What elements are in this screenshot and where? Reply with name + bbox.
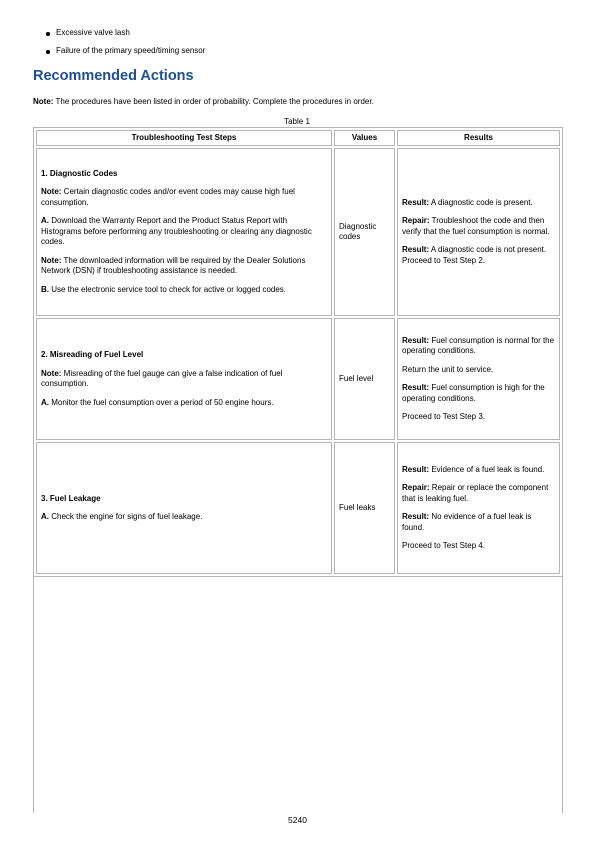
header-test-steps: Troubleshooting Test Steps xyxy=(36,130,332,146)
step-paragraph: A. Monitor the fuel consumption over a period of 50 engine hours. xyxy=(41,397,274,407)
header-values: Values xyxy=(334,130,395,146)
step-paragraph: Note: Misreading of the fuel gauge can give a false indication of fuel consumption. xyxy=(41,368,283,388)
step-title: 2. Misreading of Fuel Level xyxy=(41,350,144,359)
cause-item: Excessive valve lash xyxy=(44,28,205,46)
note-text: The procedures have been listed in order of probability. Complete the procedures in order. xyxy=(53,97,374,106)
result-paragraph: Result: Fuel consumption is normal for the operating conditions. xyxy=(402,335,555,355)
step-cell xyxy=(36,318,332,440)
page-number: 5240 xyxy=(288,815,307,825)
result-paragraph: Result: No evidence of a fuel leak is found. xyxy=(402,512,532,532)
table-continuation-frame xyxy=(33,575,563,813)
section-title: Recommended Actions xyxy=(33,68,194,84)
value-cell: Diagnostic codes xyxy=(334,148,395,316)
step-paragraph: Note: The downloaded information will be required by the Dealer Solutions Network (DSN) if troubleshooting assistance is needed. xyxy=(41,255,306,276)
result-paragraph: Proceed to Test Step 4. xyxy=(402,541,486,550)
table-caption: Table 1 xyxy=(284,117,310,126)
table-row xyxy=(36,442,560,574)
result-paragraph: Result: A diagnostic code is not present. Proceed to Test Step 2. xyxy=(402,245,547,265)
result-paragraph: Result: Fuel consumption is high for the operating conditions. xyxy=(402,383,545,403)
result-paragraph: Proceed to Test Step 3. xyxy=(402,412,486,421)
step-paragraph: A. Download the Warranty Report and the Product Status Report with Histograms before performing any troubleshooting or clearing any diagnostic codes. xyxy=(41,216,312,247)
result-paragraph: Repair: Repair or replace the component that is leaking fuel. xyxy=(402,483,549,503)
value-cell: Fuel level xyxy=(334,318,395,440)
table-row xyxy=(36,318,560,440)
step-cell xyxy=(36,442,332,574)
step-title: 3. Fuel Leakage xyxy=(41,493,101,503)
note-label: Note: xyxy=(33,97,54,106)
step-paragraph: A. Check the engine for signs of fuel leakage. xyxy=(41,512,203,521)
step-paragraph: Note: Certain diagnostic codes and/or event codes may cause high fuel consumption. xyxy=(41,187,295,207)
result-paragraph: Return the unit to service. xyxy=(402,364,494,374)
header-results: Results xyxy=(397,130,560,146)
step-title: 1. Diagnostic Codes xyxy=(41,168,118,178)
cause-list xyxy=(44,28,205,64)
result-paragraph: Repair: Troubleshoot the code and then verify that the fuel consumption is normal. xyxy=(402,216,550,236)
results-cell xyxy=(397,442,560,574)
result-paragraph: Result: A diagnostic code is present. xyxy=(402,197,533,207)
value-cell: Fuel leaks xyxy=(334,442,395,574)
result-paragraph: Result: Evidence of a fuel leak is found. xyxy=(402,464,545,474)
step-cell xyxy=(36,148,332,316)
intro-note xyxy=(33,97,374,108)
cause-item: Failure of the primary speed/timing sensor xyxy=(44,46,205,64)
step-paragraph: B. Use the electronic service tool to check for active or logged codes. xyxy=(41,284,287,294)
troubleshooting-table xyxy=(33,127,563,577)
table-row xyxy=(36,148,560,316)
table-header-row xyxy=(36,130,560,146)
results-cell xyxy=(397,318,560,440)
results-cell xyxy=(397,148,560,316)
